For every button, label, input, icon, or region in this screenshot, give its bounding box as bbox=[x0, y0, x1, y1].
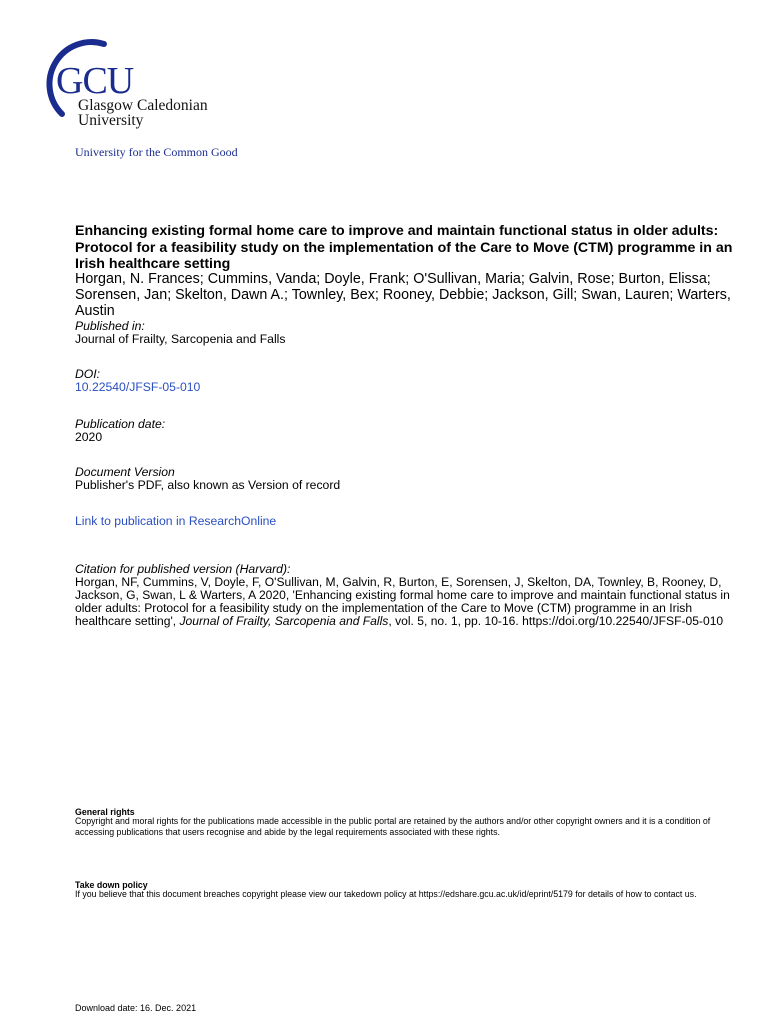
journal-name: Journal of Frailty, Sarcopenia and Falls bbox=[75, 332, 286, 346]
gcu-logo bbox=[44, 36, 224, 136]
download-date: Download date: 16. Dec. 2021 bbox=[75, 1003, 197, 1013]
research-online-link[interactable]: Link to publication in ResearchOnline bbox=[75, 514, 277, 528]
general-rights-heading: General rights bbox=[75, 807, 135, 817]
doi-label: DOI: bbox=[75, 367, 101, 381]
logo-abbreviation: GCU bbox=[56, 60, 134, 102]
citation-journal: Journal of Frailty, Sarcopenia and Falls bbox=[179, 614, 389, 628]
doi-link[interactable]: 10.22540/JFSF-05-010 bbox=[75, 380, 201, 394]
published-in-label: Published in: bbox=[75, 319, 145, 333]
citation-text: Horgan, NF, Cummins, V, Doyle, F, O'Sullivan, M, Galvin, R, Burton, E, Sorensen, J, Skelton, DA, Townley, B, Rooney, D, Jackson, G, Swan, L & Warters, A 2020, 'Enhancing existing formal home care to improve and maintain functional status in older adults: Protocol for a feasibility study on the implementation of the Care to Move (CTM) programme in an Irish healthcare setting', Journal of Frailty, Sarcopenia and Falls, vol. 5, no. 1, pp. 10-16. https://doi.org/10.22540/JFSF-05-010 bbox=[75, 575, 730, 628]
general-rights-text: Copyright and moral rights for the publications made accessible in the public portal are retained by the authors and/or other copyright owners and it is a condition of accessing publications that users recognise and abide by the legal requirements associated with these rights. bbox=[75, 816, 711, 837]
tagline: University for the Common Good bbox=[75, 145, 238, 159]
publication-date-label: Publication date: bbox=[75, 417, 166, 431]
document-version-label: Document Version bbox=[75, 465, 175, 479]
takedown-heading: Take down policy bbox=[75, 880, 148, 890]
citation-label: Citation for published version (Harvard): bbox=[75, 562, 291, 576]
publication-title: Enhancing existing formal home care to improve and maintain functional status in older adults: Protocol for a feasibility study on the implementation of the Care to Move (CTM) programme in an Irish healthcare setting bbox=[75, 223, 733, 272]
author-list: Horgan, N. Frances; Cummins, Vanda; Doyle, Frank; O'Sullivan, Maria; Galvin, Rose; Burton, Elissa; Sorensen, Jan; Skelton, Dawn A.; Townley, Bex; Rooney, Debbie; Jackson, Gill; Swan, Lauren; Warters, Austin bbox=[75, 271, 731, 319]
publication-date-value: 2020 bbox=[75, 430, 103, 444]
takedown-text: If you believe that this document breaches copyright please view our takedown policy at https://edshare.gcu.ac.uk/id/eprint/5179 for details of how to contact us. bbox=[75, 889, 697, 899]
document-version-value: Publisher's PDF, also known as Version of record bbox=[75, 478, 341, 492]
logo-university-name: Glasgow Caledonian University bbox=[78, 97, 208, 129]
